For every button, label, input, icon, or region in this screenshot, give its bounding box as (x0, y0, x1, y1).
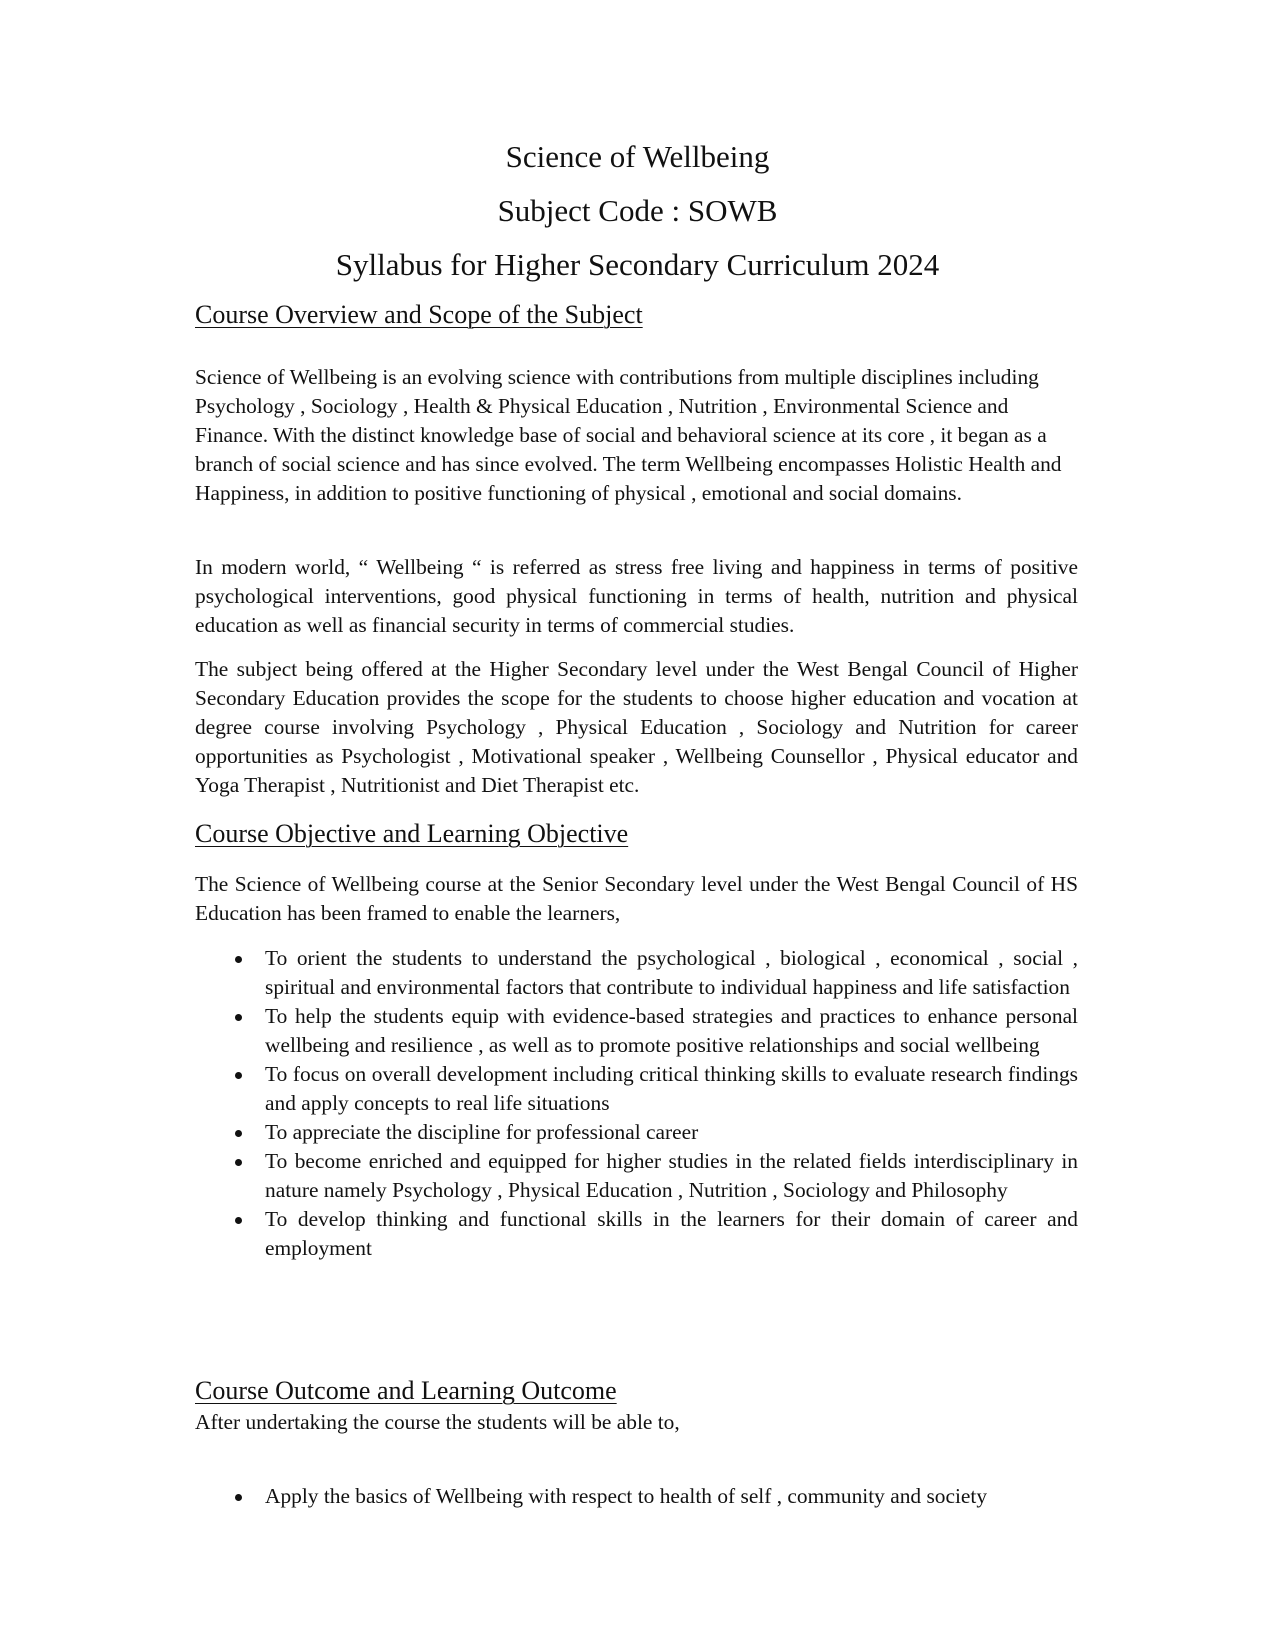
list-item (195, 1205, 1078, 1263)
overview-paragraph-2: In modern world, “ Wellbeing “ is referred as stress free living and happiness in terms of positive psychological interventions, good physical functioning in terms of health, nutrition and physical education as well as financial security in terms of commercial studies. (195, 555, 1078, 637)
list-item (195, 1060, 1078, 1118)
bullet-icon (235, 1494, 242, 1501)
subject-code: Subject Code : SOWB (497, 193, 778, 228)
overview-paragraph-3: The subject being offered at the Higher Secondary level under the West Bengal Council of Higher Secondary Education provides the scope for the students to choose higher education and vocation at degree course involving Psychology , Physical Education , Sociology and Nutrition for career opportunities as Psychologist , Motivational speaker , Wellbeing Counsellor , Physical educator and Yoga Therapist , Nutritionist and Diet Therapist etc. (195, 657, 1078, 797)
list-item-text: Apply the basics of Wellbeing with respect to health of self , community and society (265, 1484, 988, 1508)
outcome-heading: Course Outcome and Learning Outcome (195, 1376, 617, 1405)
objective-list (195, 944, 1078, 1263)
overview-heading: Course Overview and Scope of the Subject (195, 300, 643, 329)
document-title: Science of Wellbeing (505, 139, 770, 174)
list-item (195, 944, 1078, 1002)
objective-intro: The Science of Wellbeing course at the Senior Secondary level under the West Bengal Council of HS Education has been framed to enable the learners, (195, 872, 1078, 925)
list-item-text: To become enriched and equipped for higher studies in the related fields interdisciplinary in nature namely Psychology , Physical Education , Nutrition , Sociology and Philosophy (265, 1149, 1078, 1202)
syllabus-title: Syllabus for Higher Secondary Curriculum 2024 (335, 247, 940, 282)
bullet-icon (235, 1159, 242, 1166)
bullet-icon (235, 1014, 242, 1021)
bullet-icon (235, 1130, 242, 1137)
list-item (195, 1482, 1078, 1511)
objective-heading: Course Objective and Learning Objective (195, 819, 629, 848)
list-item-text: To orient the students to understand the psychological , biological , economical , social , spiritual and environmental factors that contribute to individual happiness and life satisfaction (265, 946, 1078, 999)
list-item-text: To focus on overall development including critical thinking skills to evaluate research findings and apply concepts to real life situations (265, 1062, 1078, 1115)
list-item-text: To appreciate the discipline for professional career (265, 1120, 699, 1144)
list-item-text: To develop thinking and functional skills in the learners for their domain of career and employment (265, 1207, 1078, 1260)
list-item (195, 1002, 1078, 1060)
list-item (195, 1147, 1078, 1205)
list-item (195, 1118, 1078, 1147)
outcome-intro: After undertaking the course the students will be able to, (195, 1410, 680, 1434)
overview-paragraph-1: Science of Wellbeing is an evolving science with contributions from multiple disciplines including Psychology , Sociology , Health & Physical Education , Nutrition , Environmental Science and Finance. With the distinct knowledge base of social and behavioral science at its core , it began as a branch of social science and has since evolved. The term Wellbeing encompasses Holistic Health and Happiness, in addition to positive functioning of physical , emotional and social domains. (195, 365, 1062, 505)
list-item-text: To help the students equip with evidence-based strategies and practices to enhance personal wellbeing and resilience , as well as to promote positive relationships and social wellbeing (265, 1004, 1078, 1057)
bullet-icon (235, 1217, 242, 1224)
bullet-icon (235, 1072, 242, 1079)
outcome-list (195, 1482, 1078, 1511)
bullet-icon (235, 956, 242, 963)
